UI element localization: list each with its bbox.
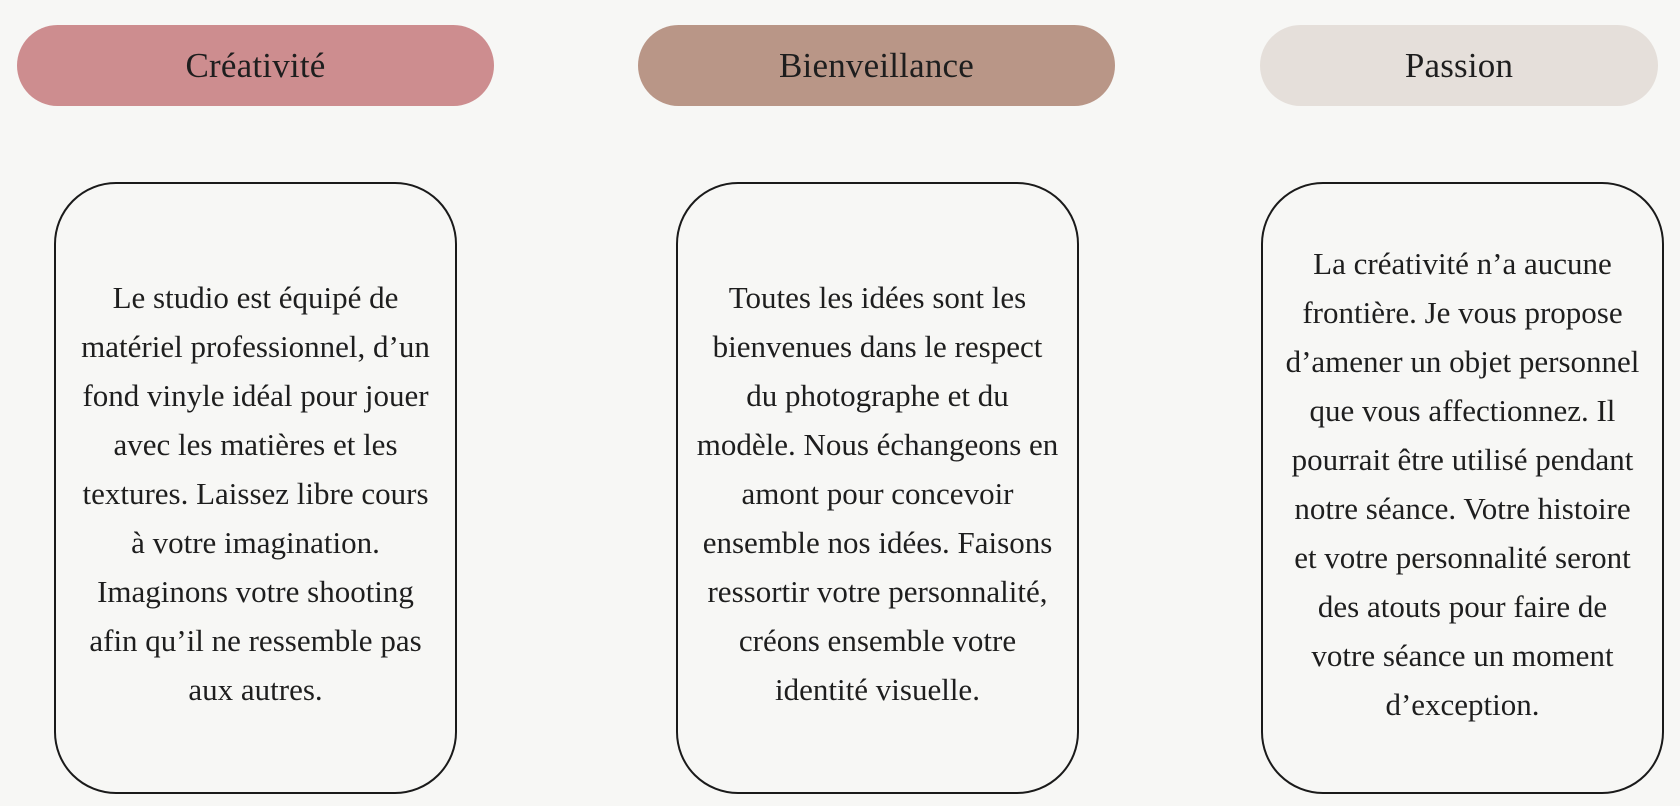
value-heading-passion [1260,25,1658,106]
value-card-text: La créativité n’a aucune frontière. Je vous propose d’amener un objet personnel que vous affectionnez. Il pourrait être utilisé pendant notre séance. Votre histoire et votre personnalité seront des atouts pour faire de votre séance un moment d’exception. [1285,246,1640,722]
value-card-bienveillance [676,182,1079,794]
value-card-passion [1261,182,1664,794]
value-heading-creativite [17,25,494,106]
value-card-text: Le studio est équipé de matériel professionnel, d’un fond vinyle idéal pour jouer avec les matières et les textures. Laissez libre cours à votre imagination. Imaginons votre shooting afin qu’il ne ressemble pas aux autres. [81,279,430,707]
value-card-creativite [54,182,457,794]
value-heading-label: Bienveillance [778,45,974,85]
value-heading-bienveillance [638,25,1115,106]
value-heading-label: Créativité [185,45,326,85]
value-heading-label: Passion [1404,45,1514,85]
value-card-text: Toutes les idées sont les bienvenues dans le respect du photographe et du modèle. Nous échangeons en amont pour concevoir ensemble nos idées. Faisons ressortir votre personnalité, créons ensemble votre identité visuelle. [696,279,1059,707]
